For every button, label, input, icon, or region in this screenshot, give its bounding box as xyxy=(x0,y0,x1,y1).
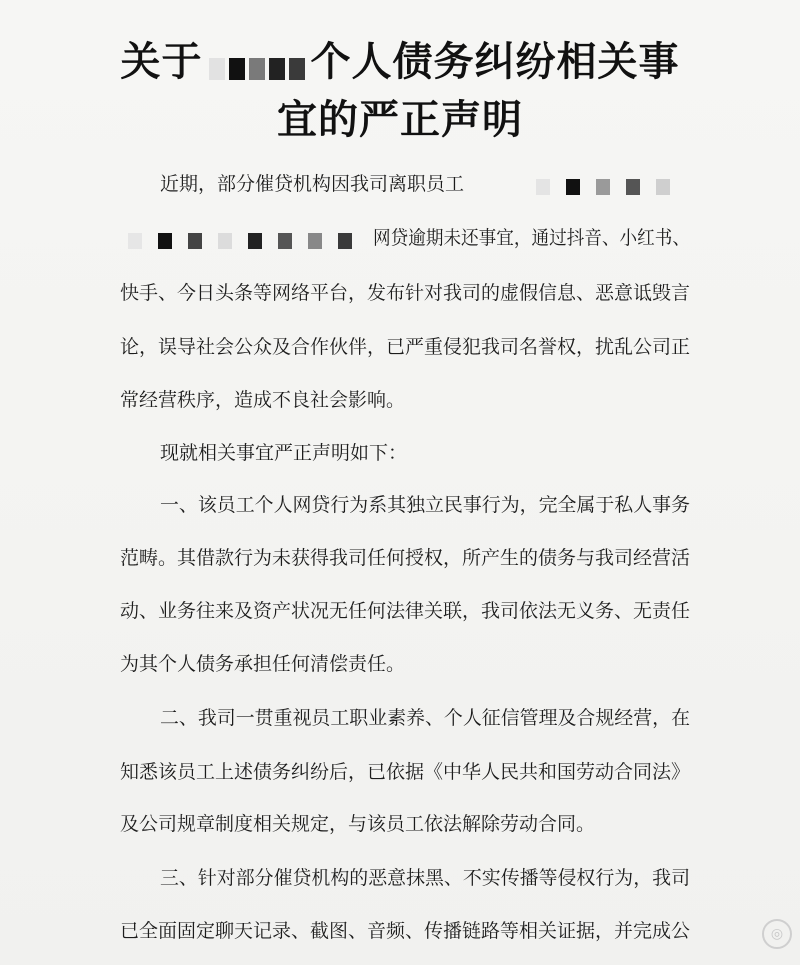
document-title-line-1 xyxy=(0,30,800,87)
body-line: 为其个人债务承担任何清偿责任。 xyxy=(120,653,406,675)
body-line: 现就相关事宜严正声明如下： xyxy=(160,442,408,464)
body-line: 论，误导社会公众及合作伙伴，已严重侵犯我司名誉权，扰乱公司正 xyxy=(120,336,691,358)
redacted-name-block xyxy=(528,176,678,200)
redacted-name-mosaic xyxy=(207,44,307,84)
title-suffix: 个人债务纠纷相关事 xyxy=(310,39,680,85)
title-prefix: 关于 xyxy=(120,39,203,85)
body-line: 近期，部分催贷机构因我司离职员工 xyxy=(160,173,465,195)
body-line: 常经营秩序，造成不良社会影响。 xyxy=(120,389,406,411)
redacted-name-block xyxy=(120,230,360,254)
body-line: 已全面固定聊天记录、截图、音频、传播链路等相关证据，并完成公 xyxy=(120,920,691,942)
body-line: 三、针对部分催贷机构的恶意抹黑、不实传播等侵权行为，我司 xyxy=(160,867,691,889)
body-line: 范畴。其借款行为未获得我司任何授权，所产生的债务与我司经营活 xyxy=(120,547,691,569)
document-title-line-2: 宜的严正声明 xyxy=(277,97,523,143)
body-line: 快手、今日头条等网络平台，发布针对我司的虚假信息、恶意诋毁言 xyxy=(120,282,691,304)
body-line: 知悉该员工上述债务纠纷后，已依据《中华人民共和国劳动合同法》 xyxy=(120,761,691,783)
body-line: 网贷逾期未还事宜，通过抖音、小红书、 xyxy=(373,227,691,249)
body-line: 二、我司一贯重视员工职业素养、个人征信管理及合规经营，在 xyxy=(160,707,691,729)
watermark-icon: ◎ xyxy=(762,919,792,949)
body-line: 动、业务往来及资产状况无任何法律关联，我司依法无义务、无责任 xyxy=(120,600,691,622)
body-line: 及公司规章制度相关规定，与该员工依法解除劳动合同。 xyxy=(120,813,596,835)
body-line: 一、该员工个人网贷行为系其独立民事行为，完全属于私人事务 xyxy=(160,494,691,516)
